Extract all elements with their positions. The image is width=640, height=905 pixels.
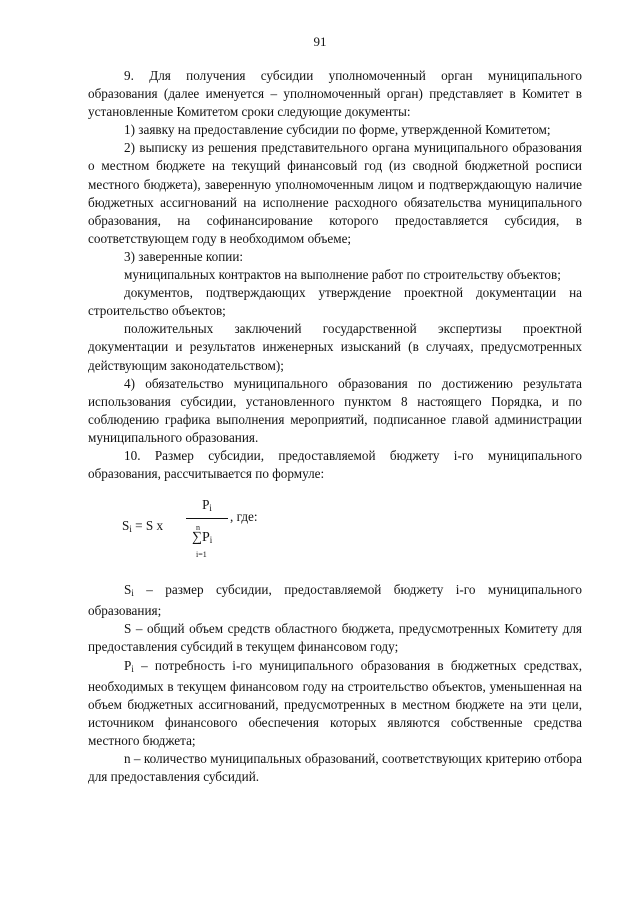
sum-symbol: ∑P — [192, 530, 210, 546]
definition-symbol: S — [124, 582, 132, 598]
definition-text: – размер субсидии, предоставляемой бюджету i-го муниципального образования; — [88, 582, 582, 619]
definition-s — [88, 620, 582, 656]
formula-denominator — [186, 521, 228, 560]
paragraph-9: 9. Для получения субсидии уполномоченный орган муниципального образования (далее именуется – уполномоченный орган) представляет в Комитет в установленные Комитетом сроки следующие документы: — [88, 68, 582, 120]
sum-upper-limit: n — [196, 523, 200, 533]
paragraph-item-4: 4) обязательство муниципального образования по достижению результата использования субсидии, установленного пунктом 8 настоящего Порядка, и по соблюдению графика выполнения мероприятий, подписанное главой администрации муниципального образования. — [88, 375, 582, 445]
page-number: 91 — [313, 34, 327, 49]
formula-numerator-symbol: P — [202, 497, 210, 513]
formula-numerator — [186, 497, 228, 516]
paragraph-documents: документов, подтверждающих утверждение проектной документации на строительство объектов; — [88, 285, 582, 319]
definition-subscript: i — [131, 663, 134, 674]
formula-numerator-subscript: i — [209, 503, 212, 514]
paragraph-expertise: положительных заключений государственной экспертизы проектной документации и результатов инженерных изысканий (в случаях, предусмотренных действующим законодательством); — [88, 321, 582, 373]
definition-subscript: i — [131, 588, 134, 599]
definition-n — [88, 750, 582, 786]
formula-lhs-rest: = S x — [131, 518, 164, 534]
document-body — [88, 67, 582, 786]
paragraph-10: 10. Размер субсидии, предоставляемой бюджету i-го муниципального образования, рассчитывается по формуле: — [88, 447, 582, 482]
paragraph-item-3: 3) заверенные копии: — [124, 248, 244, 264]
formula-lhs — [122, 517, 163, 538]
formula-lhs-symbol: S — [122, 518, 130, 534]
formula-lhs-subscript: i — [129, 524, 132, 535]
definition-text: – количество муниципальных образований, соответствующих критерию отбора для предоставления субсидий. — [88, 751, 582, 785]
formula-definitions — [88, 581, 582, 786]
definition-symbol: n — [124, 751, 131, 766]
fraction-bar — [186, 518, 228, 519]
formula-tail: , где: — [230, 509, 258, 525]
subsidy-formula — [122, 495, 582, 571]
definition-symbol: S — [124, 621, 132, 637]
paragraph-item-1: 1) заявку на предоставление субсидии по форме, утвержденной Комитетом; — [124, 122, 551, 138]
definition-symbol: P — [124, 657, 132, 673]
formula-fraction — [186, 497, 228, 560]
definition-text: – потребность i-го муниципального образования в бюджетных средствах, необходимых в текущем финансовом году на строительство объектов, уменьшенная на объем бюджетных ассигнований, предусмотренных в местном бюджете на эти цели, источником финансового обеспечения которых являются собственные средства местного бюджета; — [88, 657, 582, 748]
definition-si — [88, 581, 582, 620]
paragraph-item-2: 2) выписку из решения представительного органа муниципального образования о местном бюджете на текущий финансовый год (из сводной бюджетной росписи местного бюджета), заверенную уполномоченным лицом и подтверждающую наличие бюджетных ассигнований на исполнение расходного обязательства муниципального образования, на софинансирование которого предоставляется субсидия, в соответствующем году в необходимом объеме; — [88, 140, 582, 246]
definition-text: – общий объем средств областного бюджета, предусмотренных Комитету для предоставления субсидий в текущем финансовом году; — [88, 621, 582, 655]
sum-lower-limit: i=1 — [196, 550, 207, 560]
definition-pi — [88, 657, 582, 750]
sum-subscript: i — [209, 535, 213, 546]
paragraph-contracts: муниципальных контрактов на выполнение работ по строительству объектов; — [124, 267, 561, 283]
